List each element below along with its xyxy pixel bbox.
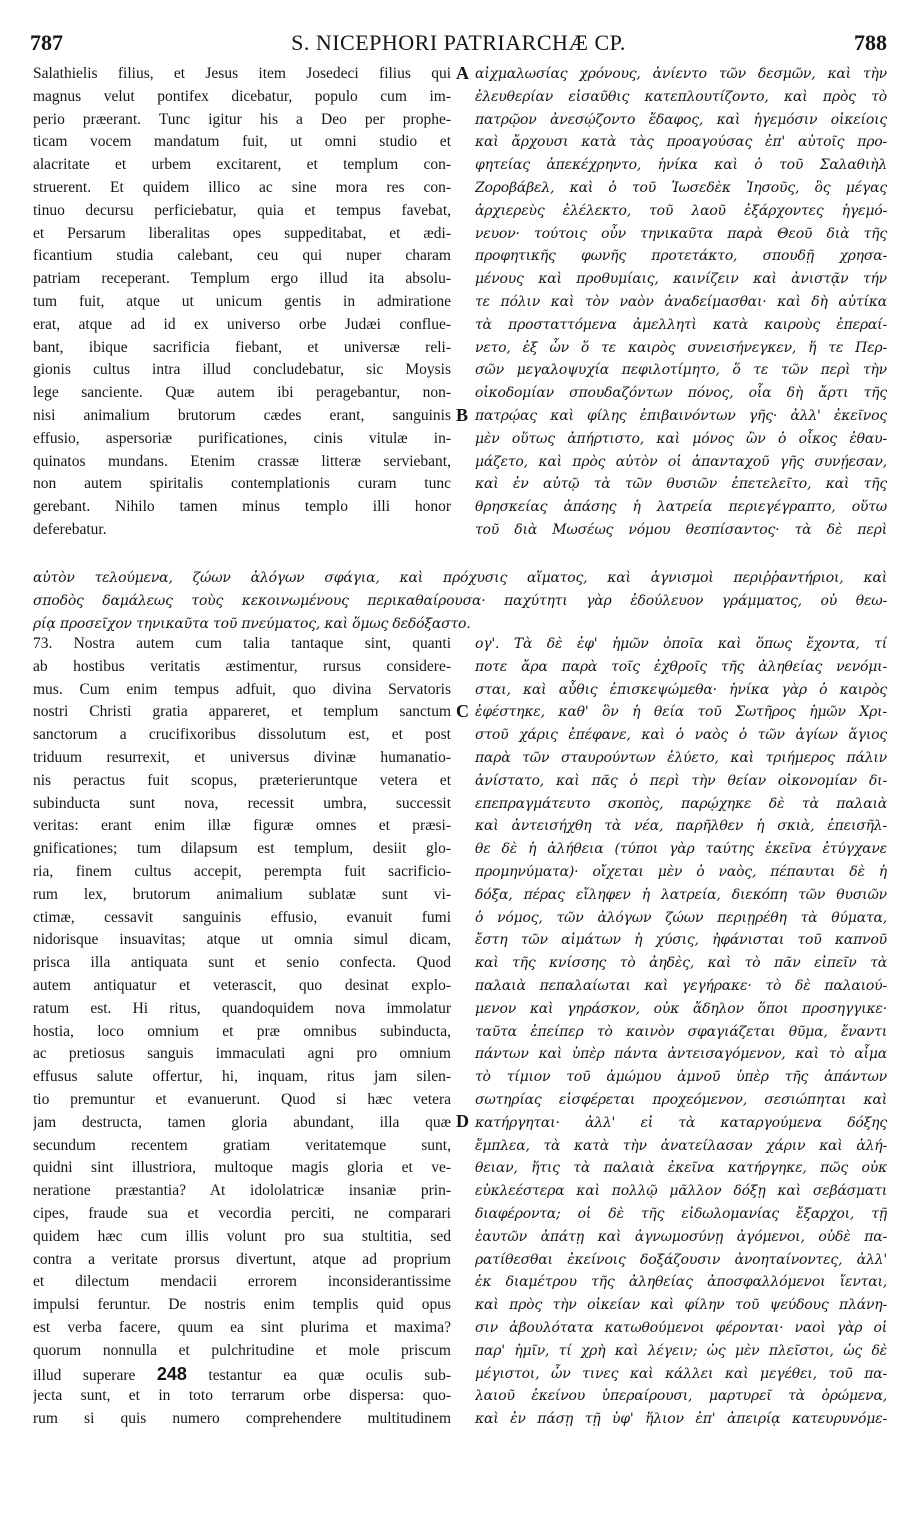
text-line: καὶ ἄρχουσι κατὰ τὰς προαγούσας ἐπ' αὐτοῖς προ-: [475, 134, 887, 151]
text-line: impulsi feruntur. De nostris enim templis quid opus: [33, 1296, 451, 1314]
text-line: θειαν, ἥτις τὰ παλαιὰ ἐκεῖνα κατήργηκε, πῶς οὐκ: [475, 1160, 887, 1177]
greek-column-bottom: [475, 633, 887, 1431]
text-line: καὶ ἀντεισήχθη τὰ νέα, παρῆλθεν ἡ σκιὰ, ἐπεισῆλ-: [475, 818, 887, 835]
latin-column-bottom: [33, 633, 451, 1431]
text-line: tinuo decursu perficiebatur, quia et tempus favebat,: [33, 201, 451, 219]
text-line: autem antiquatur et veterascit, quo desinat explo-: [33, 976, 451, 994]
page-number-right: 788: [854, 30, 887, 55]
text-line: gnificationes; tum dilapsum est templum, desiit glo-: [33, 840, 451, 858]
text-line: μέγιστοι, ὧν τινες καὶ κάλλει καὶ μεγέθει, τοῦ πα-: [475, 1365, 887, 1382]
text-line: ab hostibus veritatis æstimentur, rursus considere-: [33, 657, 451, 675]
text-line: παρ' ἡμῖν, τί χρὴ καὶ λέγειν; ὡς μὲν πλεῖστοι, ὡς δὲ: [475, 1342, 887, 1359]
text-line: rum lex, brutorum animalium sublatæ sunt vi-: [33, 885, 451, 903]
text-line: prisca illa antiquata sunt et senio confecta. Quod: [33, 954, 451, 972]
text-line: θε δὲ ἡ ἀλήθεια (τύποι γὰρ ταύτης ἐκεῖνα ἐτύγχανε: [475, 841, 887, 858]
folio-number: 248: [156, 1363, 187, 1384]
text-line: secundum recentem gratiam veritatemque sunt,: [33, 1136, 451, 1154]
text-line: cipes, fraude sua et vecordia perciti, ne comparari: [33, 1204, 451, 1222]
text-line: et dilectum mendacii errorem inconsiderantissime: [33, 1273, 451, 1291]
text-line: θρησκείας ἁπάσης ἡ λατρεία περιεγέγραπτο, οὕτω: [475, 499, 887, 516]
text-line: ἔμπλεα, τὰ κατὰ τὴν ἀνατείλασαν χάριν καὶ ἀλή-: [475, 1137, 887, 1154]
text-line: Salathielis filius, et Jesus item Josedeci filius qui: [33, 65, 451, 82]
text-line: ἀνίστατο, καὶ πᾶς ὁ περὶ τὴν θείαν οἰκονομίαν δι-: [475, 772, 887, 789]
greek-column-top: [475, 63, 887, 542]
text-line: καὶ ἐν πάσῃ τῇ ὑφ' ἥλιον ἐπ' ἀπειρίᾳ κατευρυνόμε-: [475, 1411, 887, 1428]
section-marker-a: A: [456, 63, 469, 83]
text-line: σωτηρίας εἰσφέρεται προχεόμενον, σεσιώπηται καὶ: [475, 1091, 887, 1108]
text-line: καὶ πρὸς τὴν οἰκείαν καὶ φίλην τοῦ ψεύδους πλάνη-: [475, 1297, 887, 1314]
text-line: ria, finem cultus accepit, perempta fuit sacrificio-: [33, 862, 451, 880]
text-line: tio premuntur et evanuerunt. Quod si hæc vetera: [33, 1090, 451, 1108]
text-line: σιν ἀβουλότατα κατωθούμενοι φέρονται· ναοὶ γὰρ οἱ: [475, 1319, 887, 1336]
text-line: δόξα, πέρας εἴληφεν ἡ λατρεία, διεκόπη τῶν θυσιῶν: [475, 886, 887, 903]
text-line: τὰ προσταττόμενα ἀμελλητὶ κατὰ καιροὺς ἐπεραί-: [475, 316, 887, 333]
text-line: quidem hæc cum illis volunt pro sua stultitia, sed: [33, 1227, 451, 1245]
text-line: erat, atque ad id ex universo orbe Judæi conflue-: [33, 315, 451, 333]
text-line: quidni sint illustriora, multoque magis gloria et ve-: [33, 1159, 451, 1177]
text-line: τε πόλιν καὶ τὸν ναὸν ἀναδείμασθαι· καὶ δὴ αὐτίκα: [475, 293, 887, 310]
text-line: μένους καὶ προθυμίαις, καινίζειν καὶ ἀνιστᾷν τήν: [475, 271, 887, 288]
text-line: ρατίθεσθαι ἐκείνοις δοξάζουσιν ἀνοηταίνοντες, ἀλλ': [475, 1251, 887, 1268]
text-line: quinatos mundans. Etenim crassæ litteræ serviebant,: [33, 452, 451, 470]
text-line: subinducta sunt nova, recessit umbra, successit: [33, 794, 451, 812]
text-line: struerent. Et quidem illico ac sine mora res con-: [33, 178, 451, 196]
text-line: προμηνύματα)· οἴχεται μὲν ὁ ναὸς, πέπαυται δὲ ἡ: [475, 863, 887, 880]
text-line: τοῦ διὰ Μωσέως νόμου θεσπίσαντος· τὰ δὲ περὶ: [475, 521, 887, 538]
running-title: S. NICEPHORI PATRIARCHÆ CP.: [291, 30, 626, 55]
text-line: φητείας ἀπεκέχρηντο, ἡνίκα καὶ ὁ τοῦ Σαλαθιὴλ: [475, 157, 887, 174]
text-line: ratum est. Hi ritus, quandoquidem nova immolatur: [33, 999, 451, 1017]
latin-column-top: [33, 63, 451, 542]
text-line: tum fuit, atque ut unicum gentis in admiratione: [33, 292, 451, 310]
text-line: deferebatur.: [33, 520, 107, 538]
text-line: est verba facere, quum ea sint plurima et maxima?: [33, 1318, 451, 1336]
text-line: κατήργηται· ἀλλ' εἰ τὰ καταργούμενα δόξης: [475, 1114, 887, 1131]
text-line: ταῦτα ἐπείπερ τὸ καινὸν σφαγιάζεται θῦμα, ἔναντι: [475, 1023, 887, 1040]
text-line: διαφέροντα; οἱ δὲ τῆς εἰδωλομανίας ἔξαρχοι, τῇ: [475, 1205, 887, 1222]
text-line: jecta sunt, et in toto terrarum orbe dispersa: quo-: [33, 1387, 451, 1405]
text-line: 73. Nostra autem cum talia tantaque sint, quanti: [33, 635, 451, 652]
text-line: hostia, loco omnium et præ omnibus subinducta,: [33, 1022, 451, 1040]
text-line: nisi animalium brutorum cædes erant, sanguinis: [33, 406, 451, 424]
section-marker-b: B: [456, 405, 469, 425]
text-line: νετο, ἐξ ὧν ὅ τε καιρὸς συνεισήνεγκεν, ἥ τε Περ-: [475, 339, 887, 356]
text-line: στοῦ χάρις ἐπέφανε, καὶ ὁ ναὸς ὁ τῶν ἁγίων ἅγιος: [475, 727, 887, 744]
text-line: contra a veritate prorsus divertunt, atque ad proprium: [33, 1250, 451, 1268]
text-line: ογ'. Τὰ δὲ ἐφ' ἡμῶν ὁποῖα καὶ ὅπως ἔχοντα, τί: [475, 636, 887, 652]
text-line: αὐτὸν τελούμενα, ζώων ἀλόγων σφάγια, καὶ πρόχυσις αἵματος, καὶ ἁγνισμοὶ περιῤῥαντήριοι, καὶ: [33, 570, 887, 586]
text-line: Ζοροβάβελ, καὶ ὁ τοῦ Ἰωσεδὲκ Ἰησοῦς, ὃς μέγας: [475, 179, 887, 196]
text-line: veritas: erant enim illæ figuræ omnes et præsi-: [33, 817, 451, 835]
page-number-left: 787: [30, 30, 63, 55]
text-line: nidorisque insuavitas; atque ut omnia simul dicam,: [33, 931, 451, 949]
text-line: mus. Cum enim tempus adfuit, quo divina Servatoris: [33, 680, 451, 698]
text-line: gerebant. Nihilo tamen minus templo illi honor: [33, 498, 451, 516]
text-line: καὶ τῆς κνίσσης τὸ ἀηδὲς, καὶ τὸ πᾶν εἰπεῖν τὰ: [475, 955, 887, 972]
text-line: μενον καὶ γηράσκον, οὐκ ἄδηλον ὅποι προσηγγικε·: [475, 1000, 887, 1017]
text-line: ἀρχιερεὺς ἐλέλεκτο, τοῦ λαοῦ ἐξάρχοντες ἡγεμό-: [475, 202, 887, 219]
text-line: παλαιὰ πεπαλαίωται καὶ γεγήρακε· τὸ δὲ παλαιού-: [475, 977, 887, 994]
text-line: μὲν οὕτως ἀπήρτιστο, καὶ μόνος ὢν ὁ οἶκος ἐθαυ-: [475, 430, 887, 447]
text-line: et Persarum liberalitas opes suppeditabat, et ædi-: [33, 224, 451, 242]
text-line: αἰχμαλωσίας χρόνους, ἀνίεντο τῶν δεσμῶν, καὶ τὴν: [475, 66, 887, 82]
text-line: quorum nonnulla et pulchritudine et mole priscum: [33, 1341, 451, 1359]
text-line: σται, καὶ αὖθις ἐπισκεψώμεθα· ἡνίκα γὰρ ὁ καιρὸς: [475, 681, 887, 698]
text-line: λαιοῦ ἐκείνου ὑπεραίρουσι, μαρτυρεῖ τὰ ὁρώμενα,: [475, 1388, 887, 1405]
text-line: ἐκ διαμέτρου τῆς ἀληθείας ἀποσφαλλόμενοι ἴενται,: [475, 1274, 887, 1291]
page-header: [30, 30, 887, 56]
text-line: πατρῴας καὶ φίλης ἐπιβαινόντων γῆς· ἀλλ' ἐκεῖνος: [475, 407, 887, 424]
text-line: ὁ νόμος, τῶν ἀλόγων ζώων περιῃρέθη τὰ θύματα,: [475, 909, 887, 926]
text-line: επεπραγμάτευτο σκοπὸς, παρῴχηκε δὲ τὰ παλαιὰ: [475, 795, 887, 812]
text-line: οἰκοδομίαν σπουδαζόντων πόνος, οἷα δὴ ἄρτι τῆς: [475, 385, 887, 402]
text-line: effusus salute offertur, hi, inquam, ritus jam silen-: [33, 1068, 451, 1086]
text-line: καὶ ἐν αὐτῷ τὰ τῶν θυσιῶν ἐπετελεῖτο, καὶ τῆς: [475, 476, 887, 493]
text-line: πατρῷον ἀνεσῴζοντο ἔδαφος, καὶ ἡγεμόσιν οἰκείοις: [475, 111, 887, 128]
text-line: ρίᾳ προσεῖχον τηνικαῦτα τοῦ πνεύματος, καὶ ὅμως δεδόξαστο.: [33, 615, 471, 632]
text-line: patriam receperant. Templum ergo illud ita absolu-: [33, 270, 451, 288]
section-marker-c: C: [456, 701, 469, 721]
text-line: triduum resurrexit, et universus divinæ humanatio-: [33, 748, 451, 766]
text-line: πάντων καὶ ὑπὲρ πάντα ἀντεισαγόμενον, καὶ τὸ αἷμα: [475, 1046, 887, 1063]
text-line: effusio, aspersoriæ purificationes, cinis vitulæ in-: [33, 429, 451, 447]
text-line: ctimæ, cessavit sanguinis effusio, evanuit fumi: [33, 908, 451, 926]
text-line: σποδὸς δαμάλεως τοὺς κεκοινωμένους περικαθαίρουσα· παχύτητι γὰρ ἐδούλευον γράμματος, οὐ θεω-: [33, 592, 887, 609]
text-line: μάζετο, καὶ πρὸς αὐτὸν οἱ ἁπανταχοῦ γῆς συνῄεσαν,: [475, 453, 887, 470]
text-line: jam destructa, tamen gloria abundant, illa quæ: [33, 1113, 451, 1131]
text-line: ticam vocem mandatum fuit, ut omni studio et: [33, 133, 451, 151]
text-line: perio præerant. Tunc igitur his a Deo per prophe-: [33, 110, 451, 128]
text-line: nostri Christi gratia appareret, et templum sanctum: [33, 703, 451, 721]
text-line: ἑαυτῶν ἀπάτῃ καὶ ἀγνωμοσύνῃ ἀγόμενοι, οὐδὲ πα-: [475, 1228, 887, 1245]
text-line: sanctorum a crucifixoribus dissolutum est, et post: [33, 726, 451, 744]
text-line: εὐκλεέστερα καὶ πολλῷ μᾶλλον δόξῃ καὶ σεβάσματι: [475, 1183, 887, 1200]
text-line: ac pretiosus sanguis immaculati agni pro omnium: [33, 1045, 451, 1063]
text-line: ἐλευθερίαν εἰσαῦθις κατεπλουτίζοντο, καὶ πρὸς τὸ: [475, 88, 887, 105]
text-line: lege sanciente. Quæ autem ibi peragebantur, non-: [33, 384, 451, 402]
text-line: bant, ibique sacrificia fiebant, et universæ reli-: [33, 338, 451, 356]
text-line: ἔστη τῶν αἱμάτων ἡ χύσις, ἠφάνισται τοῦ καπνοῦ: [475, 932, 887, 949]
text-line: non autem spiritalis contemplationis curam tunc: [33, 475, 451, 493]
text-line: ἐφέστηκε, καθ' ὃν ἡ θεία τοῦ Σωτῆρος ἡμῶν Χρι-: [475, 704, 887, 721]
text-line: σῶν μεγαλοψυχία πεφιλοτίμητο, ὅ τε τῶν περὶ τὴν: [475, 362, 887, 379]
text-line: ποτε ἄρα παρὰ τοῖς ἐχθροῖς τῆς ἀληθείας νενόμι-: [475, 658, 887, 675]
text-line: magnus velut pontifex dicebatur, populo cum im-: [33, 87, 451, 105]
text-line: illud superare 248 testantur ea quæ oculis sub-: [33, 1363, 451, 1384]
text-line: gionis cultus intra illud concludebatur, sic Moysis: [33, 361, 451, 379]
text-line: νευον· τούτοις οὖν τηνικαῦτα παρὰ Θεοῦ διὰ τῆς: [475, 225, 887, 242]
text-line: παρὰ τῶν σταυρούντων ἐλύετο, καὶ τριήμερος πάλιν: [475, 749, 887, 766]
section-marker-d: D: [456, 1111, 469, 1131]
text-line: rum si quis numero comprehendere multitudinem: [33, 1410, 451, 1428]
text-line: alacritate et urbem excitarent, et templum con-: [33, 156, 451, 174]
text-line: προφητικῆς φωνῆς προτετάκτο, σπουδῇ χρησα-: [475, 248, 887, 265]
text-line: nis peractus fuit scopus, præterieruntque vetera et: [33, 771, 451, 789]
text-line: ficantium studia calebant, ceu qui nuper charam: [33, 247, 451, 265]
greek-full-width-block: [33, 567, 887, 635]
text-line: τὸ τίμιον τοῦ ἀμώμου ἀμνοῦ ὑπὲρ τῆς ἁπάντων: [475, 1069, 887, 1086]
text-line: neratione præstantia? At idololatricæ insaniæ prin-: [33, 1182, 451, 1200]
